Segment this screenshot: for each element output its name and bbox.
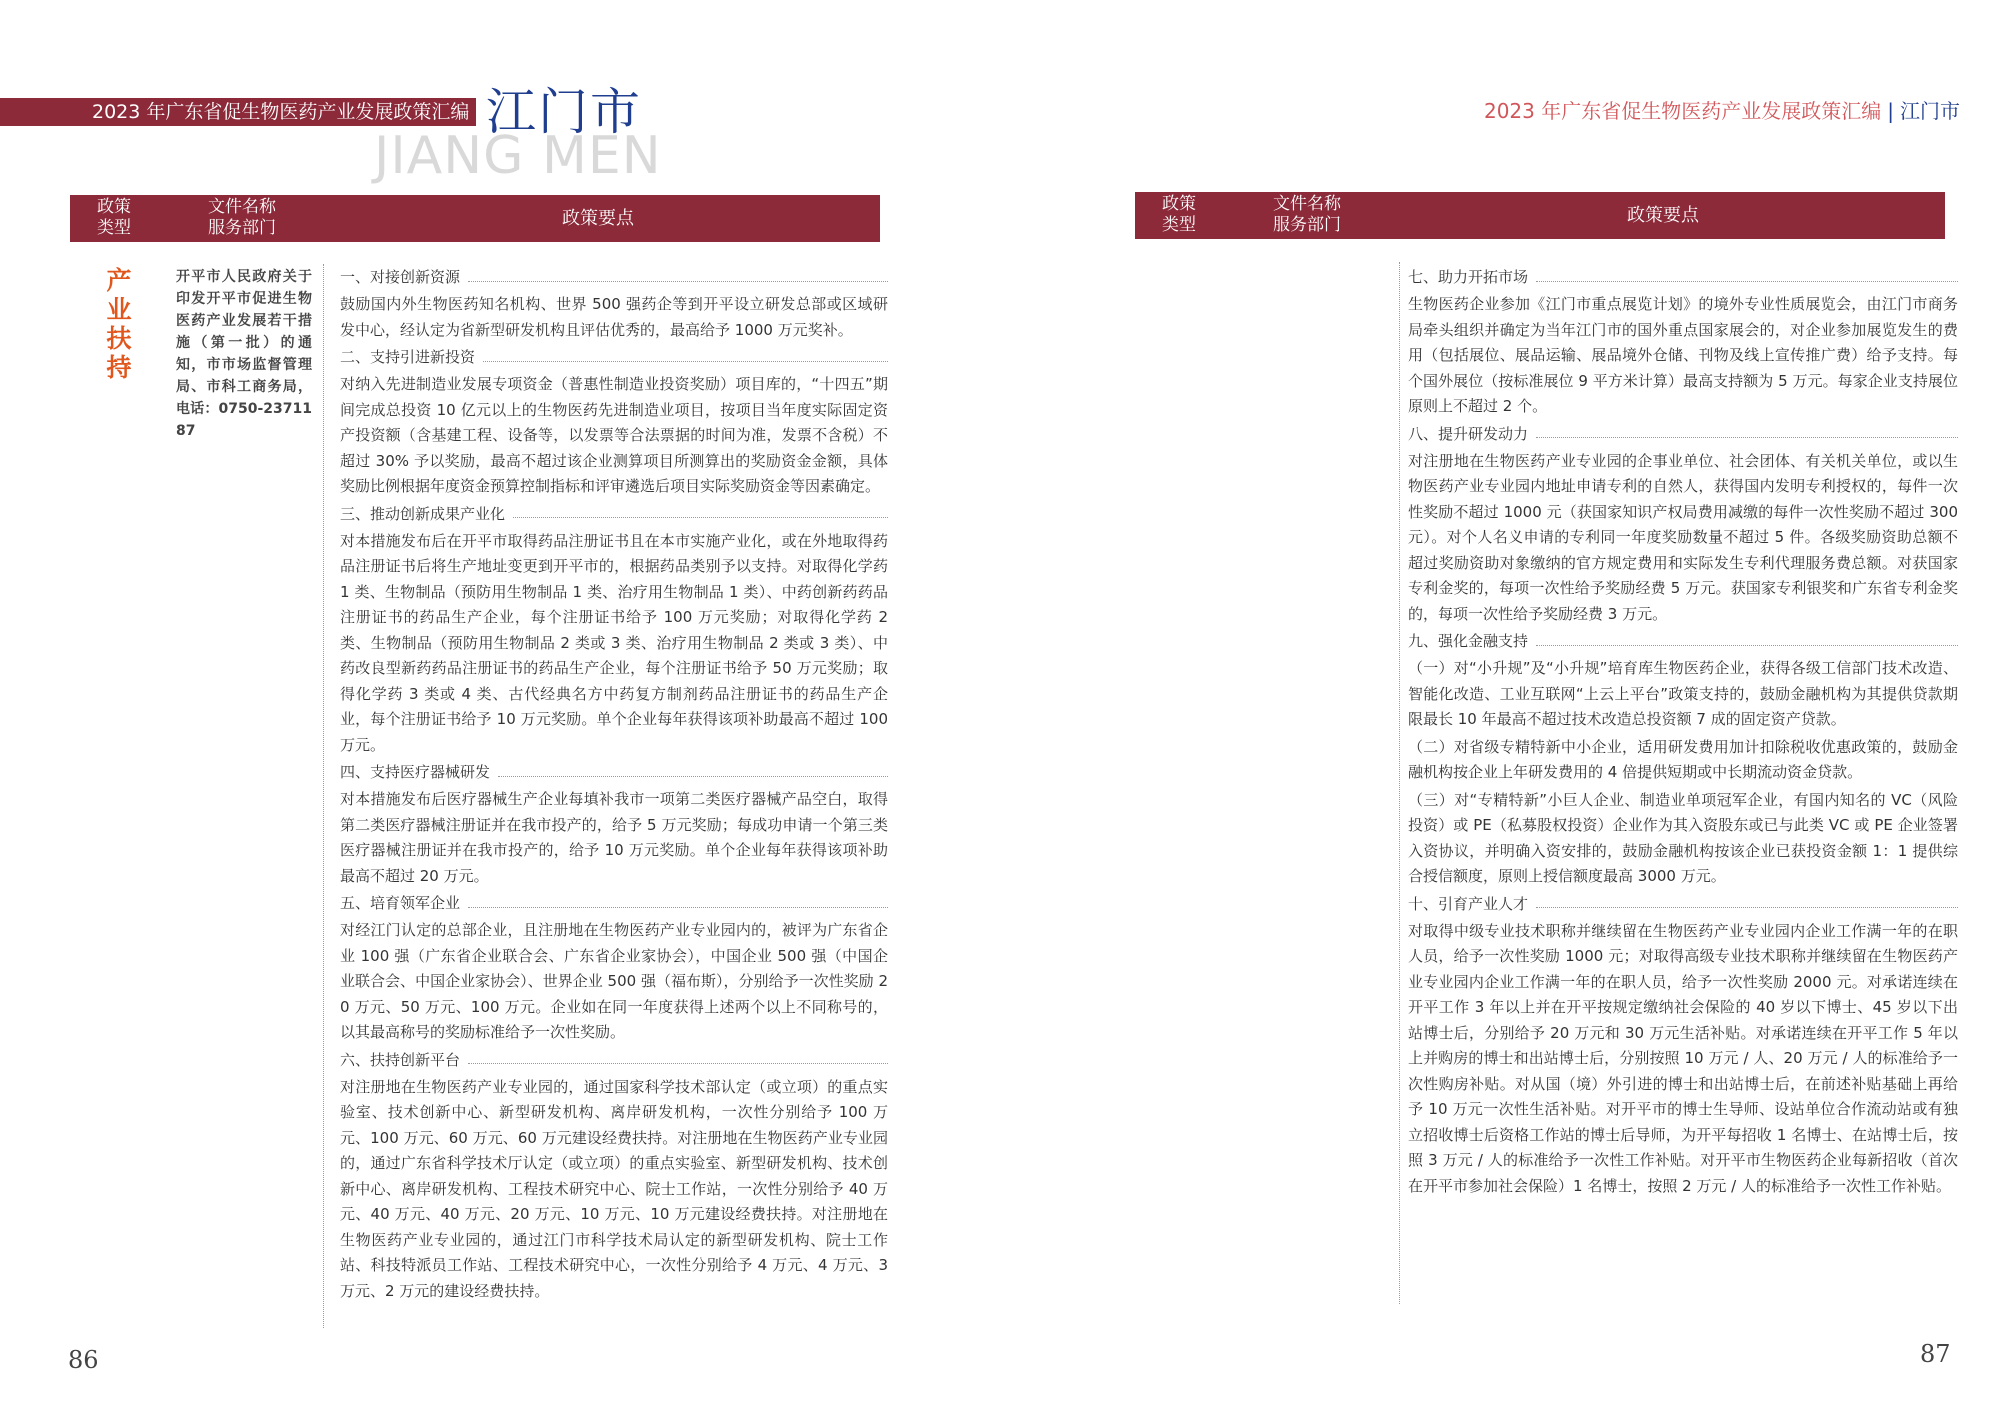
col-policy-type-line2: 类型 [97, 218, 131, 238]
col-file-name-header [1273, 194, 1341, 236]
col-file-name-line2: 服务部门 [208, 218, 276, 238]
column-divider [1399, 262, 1401, 1304]
section-heading [340, 891, 888, 917]
section-heading [1408, 629, 1958, 655]
policy-section [340, 891, 888, 1046]
col-file-name-line1: 文件名称 [1273, 194, 1341, 214]
policy-section [340, 502, 888, 759]
section-heading [340, 1048, 888, 1074]
col-policy-points-header: 政策要点 [1627, 205, 1699, 226]
dotted-rule [1536, 437, 1958, 438]
policy-section [1408, 265, 1958, 420]
city-name-en: JIANG MEN [374, 126, 662, 186]
policy-type-label: 产业扶持 [106, 266, 132, 382]
dotted-rule [468, 907, 888, 908]
column-divider [323, 264, 325, 1328]
col-file-name-header [208, 197, 276, 239]
section-heading-text: 九、强化金融支持 [1408, 632, 1529, 651]
right-header-title: 2023 年广东省促生物医药产业发展政策汇编 [1483, 99, 1882, 123]
section-paragraph: （一）对“小升规”及“小升规”培育库生物医药企业，获得各级工信部门技术改造、智能化改造、工业互联网“上云上平台”政策支持的，鼓励金融机构为其提供贷款期限最长 10 年最高不超过技术改造总投资额 7 成的固定资产贷款。 [1408, 659, 1958, 728]
col-policy-type-line1: 政策 [1162, 194, 1196, 214]
file-info-text: 开平市人民政府关于印发开平市促进生物医药产业发展若干措施（第一批）的通知，市市场监督管理局、市科工商务局，电话：0750-2371187 [176, 269, 312, 439]
policy-section [340, 265, 888, 343]
dotted-rule [1536, 907, 1958, 908]
left-policy-content [340, 265, 888, 1306]
col-policy-type-header [84, 197, 144, 239]
dotted-rule [468, 1063, 888, 1064]
section-paragraph: 鼓励国内外生物医药知名机构、世界 500 强药企等到开平设立研发总部或区域研发中心，经认定为省新型研发机构且评估优秀的，最高给予 1000 万元奖补。 [340, 295, 888, 339]
right-header-city: 江门市 [1900, 99, 1960, 123]
section-paragraph: 对注册地在生物医药产业专业园的，通过国家科学技术部认定（或立项）的重点实验室、技术创新中心、新型研发机构、离岸研发机构，一次性分别给予 100 万元、100 万元、60 万元、60 万元建设经费扶持。对注册地在生物医药产业专业园的，通过广东省科学技术厅认定（或立项）的重点实验室、新型研发机构、技术创新中心、离岸研发机构、工程技术研究中心、院士工作站，一次性分别给予 40 万元、40 万元、40 万元、20 万元、10 万元、10 万元建设经费扶持。对注册地在生物医药产业专业园的，通过江门市科学技术局认定的新型研发机构、院士工作站、科技特派员工作站、工程技术研究中心，一次性分别给予 4 万元、4 万元、3 万元、2 万元的建设经费扶持。 [340, 1077, 888, 1300]
section-heading-text: 七、助力开拓市场 [1408, 268, 1529, 287]
city-name-cn: 江门市 [486, 83, 642, 141]
col-file-name-line1: 文件名称 [208, 197, 276, 217]
section-paragraph: （二）对省级专精特新中小企业，适用研发费用加计扣除税收优惠政策的，鼓励金融机构按企业上年研发费用的 4 倍提供短期或中长期流动资金贷款。 [1408, 737, 1958, 781]
left-header-title: 2023 年广东省促生物医药产业发展政策汇编 [92, 101, 470, 123]
section-heading-text: 五、培育领军企业 [340, 894, 461, 913]
dotted-rule [1536, 281, 1958, 282]
section-heading-text: 六、扶持创新平台 [340, 1050, 461, 1069]
section-heading-text: 三、推动创新成果产业化 [340, 504, 506, 523]
col-policy-type-line1: 政策 [97, 197, 131, 217]
col-file-name-line2: 服务部门 [1273, 215, 1341, 235]
section-paragraph: 对本措施发布后在开平市取得药品注册证书且在本市实施产业化，或在外地取得药品注册证书后将生产地址变更到开平市的，根据药品类别予以支持。对取得化学药 1 类、生物制品（预防用生物制品 1 类、治疗用生物制品 1 类）、中药创新药药品注册证书的药品生产企业，每个注册证书给予 100 万元奖励；对取得化学药 2 类、生物制品（预防用生物制品 2 类或 3 类、治疗用生物制品 2 类或 3 类）、中药改良型新药药品注册证书的药品生产企业，每个注册证书给予 50 万元奖励；取得化学药 3 类或 4 类、古代经典名方中药复方制剂药品注册证书的药品生产企业，每个注册证书给予 10 万元奖励。单个企业每年获得该项补助最高不超过 100 万元。 [340, 531, 888, 754]
left-table-header [70, 195, 880, 242]
policy-section [340, 1048, 888, 1305]
dotted-rule [468, 281, 888, 282]
page-number-left: 86 [68, 1346, 99, 1374]
section-heading-text: 八、提升研发动力 [1408, 424, 1529, 443]
col-policy-type-header [1149, 194, 1209, 236]
section-heading [340, 345, 888, 371]
left-header-banner [0, 98, 476, 126]
section-heading [1408, 422, 1958, 448]
section-heading-text: 四、支持医疗器械研发 [340, 763, 491, 782]
right-policy-content [1408, 265, 1958, 1201]
policy-section [1408, 629, 1958, 890]
section-paragraph: 生物医药企业参加《江门市重点展览计划》的境外专业性质展览会，由江门市商务局牵头组织并确定为当年江门市的国外重点国家展会的，对企业参加展览发生的费用（包括展位、展品运输、展品境外仓储、刊物及线上宣传推广费）给予支持。每个国外展位（按标准展位 9 平方米计算）最高支持额为 5 万元。每家企业支持展位原则上不超过 2 个。 [1408, 295, 1958, 415]
right-header-separator: | [1887, 99, 1894, 123]
dotted-rule [1536, 645, 1958, 646]
policy-section [340, 345, 888, 500]
dotted-rule [513, 517, 888, 518]
section-heading-text: 十、引育产业人才 [1408, 894, 1529, 913]
section-heading [340, 502, 888, 528]
page-number-right: 87 [1920, 1340, 1951, 1368]
section-paragraph: 对经江门认定的总部企业，且注册地在生物医药产业专业园内的，被评为广东省企业 100 强（广东省企业联合会、广东省企业家协会），中国企业 500 强（中国企业联合会、中国企业家协会）、世界企业 500 强（福布斯），分别给予一次性奖励 20 万元、50 万元、100 万元。企业如在同一年度获得上述两个以上不同称号的，以其最高称号的奖励标准给予一次性奖励。 [340, 921, 888, 1041]
section-heading [1408, 265, 1958, 291]
section-paragraph: 对注册地在生物医药产业专业园的企事业单位、社会团体、有关机关单位，或以生物医药产业专业园内地址申请专利的自然人，获得国内发明专利授权的，每件一次性奖励不超过 1000 元（获国家知识产权局费用减缴的每件一次性奖励不超过 300 元）。对个人名义申请的专利同一年度奖励数量不超过 5 件。各级奖励资助总额不超过奖励资助对象缴纳的官方规定费用和实际发生专利代理服务费总额。对获国家专利金奖的，每项一次性给予奖励经费 5 万元。获国家专利银奖和广东省专利金奖的，每项一次性给予奖励经费 3 万元。 [1408, 451, 1958, 623]
section-paragraph: 对取得中级专业技术职称并继续留在生物医药产业专业园内企业工作满一年的在职人员，给予一次性奖励 1000 元；对取得高级专业技术职称并继续留在生物医药产业专业园内企业工作满一年的在职人员，给予一次性奖励 2000 元。对承诺连续在开平工作 3 年以上并在开平按规定缴纳社会保险的 40 岁以下博士、45 岁以下出站博士后，分别给予 20 万元和 30 万元生活补贴。对承诺连续在开平工作 5 年以上并购房的博士和出站博士后，分别按照 10 万元 / 人、20 万元 / 人的标准给予一次性购房补贴。对从国（境）外引进的博士和出站博士后，在前述补贴基础上再给予 10 万元一次性生活补贴。对开平市的博士生导师、设站单位合作流动站或有独立招收博士后资格工作站的博士后导师，为开平每招收 1 名博士、在站博士后，按照 3 万元 / 人的标准给予一次性工作补贴。对开平市生物医药企业每新招收（首次在开平市参加社会保险）1 名博士，按照 2 万元 / 人的标准给予一次性工作补贴。 [1408, 921, 1958, 1195]
section-heading [340, 265, 888, 291]
section-heading-text: 二、支持引进新投资 [340, 348, 476, 367]
policy-section [1408, 422, 1958, 628]
section-heading-text: 一、对接创新资源 [340, 268, 461, 287]
dotted-rule [483, 361, 888, 362]
section-heading [340, 760, 888, 786]
col-policy-type-line2: 类型 [1162, 215, 1196, 235]
dotted-rule [498, 776, 888, 777]
col-policy-points-header: 政策要点 [562, 208, 634, 229]
section-paragraph: （三）对“专精特新”小巨人企业、制造业单项冠军企业，有国内知名的 VC（风险投资）或 PE（私募股权投资）企业作为其入资股东或已与此类 VC 或 PE 企业签署入资协议，并明确入资安排的，鼓励金融机构按该企业已获投资金额 1：1 提供综合授信额度，原则上授信额度最高 3000 万元。 [1408, 790, 1958, 885]
section-paragraph: 对本措施发布后医疗器械生产企业每填补我市一项第二类医疗器械产品空白，取得第二类医疗器械注册证并在我市投产的，给予 5 万元奖励；每成功申请一个第三类医疗器械注册证并在我市投产的，给予 10 万元奖励。单个企业每年获得该项补助最高不超过 20 万元。 [340, 790, 888, 885]
policy-section [1408, 892, 1958, 1200]
section-paragraph: 对纳入先进制造业发展专项资金（普惠性制造业投资奖励）项目库的，“十四五”期间完成总投资 10 亿元以上的生物医药先进制造业项目，按项目当年度实际固定资产投资额（含基建工程、设备等，以发票等合法票据的时间为准，发票不含税）不超过 30% 予以奖励，最高不超过该企业测算项目所测算出的奖励资金金额，具体奖励比例根据年度资金预算控制指标和评审遴选后项目实际奖励资金等因素确定。 [340, 375, 888, 495]
section-heading [1408, 892, 1958, 918]
right-header [1484, 95, 1960, 124]
right-table-header [1135, 192, 1945, 239]
policy-section [340, 760, 888, 889]
